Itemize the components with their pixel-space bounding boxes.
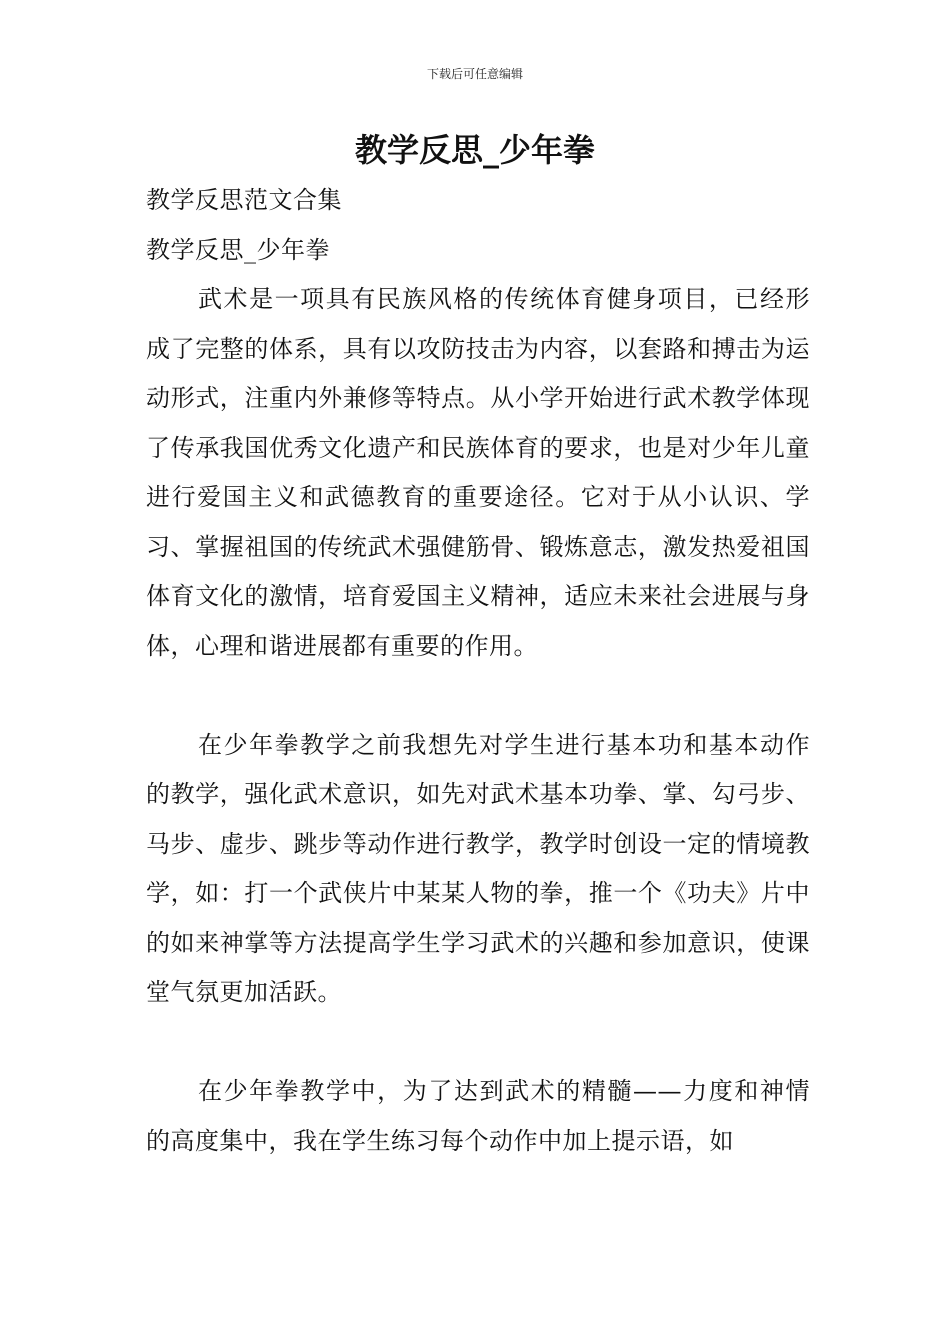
- paragraph-gap: [146, 671, 810, 721]
- article-label: 教学反思_少年拳: [146, 235, 330, 264]
- collection-label: 教学反思范文合集: [146, 186, 342, 214]
- document-body: [146, 176, 810, 1166]
- header-note: 下载后可任意编辑: [426, 67, 523, 81]
- paragraph-practice: 在少年拳教学中，为了达到武术的精髓——力度和神情的高度集中，我在学生练习每个动作中加上提示语，如: [146, 1077, 810, 1155]
- paragraph-basics: 在少年拳教学之前我想先对学生进行基本功和基本动作的教学，强化武术意识，如先对武术基本功拳、掌、勾弓步、马步、虚步、跳步等动作进行教学，教学时创设一定的情境教学，如：打一个武侠片中某某人物的拳，推一个《功夫》片中的如来神掌等方法提高学生学习武术的兴趣和参加意识，使课堂气氛更加活跃。: [146, 730, 810, 1006]
- document-title: 教学反思_少年拳: [354, 131, 595, 169]
- paragraph-gap: [146, 1018, 810, 1068]
- paragraph-intro: 武术是一项具有民族风格的传统体育健身项目，已经形成了完整的体系，具有以攻防技击为内容，以套路和搏击为运动形式，注重内外兼修等特点。从小学开始进行武术教学体现了传承我国优秀文化遗产和民族体育的要求，也是对少年儿童进行爱国主义和武德教育的重要途径。它对于从小认识、学习、掌握祖国的传统武术强健筋骨、锻炼意志，激发热爱祖国体育文化的激情，培育爱国主义精神，适应未来社会进展与身体，心理和谐进展都有重要的作用。: [146, 285, 810, 660]
